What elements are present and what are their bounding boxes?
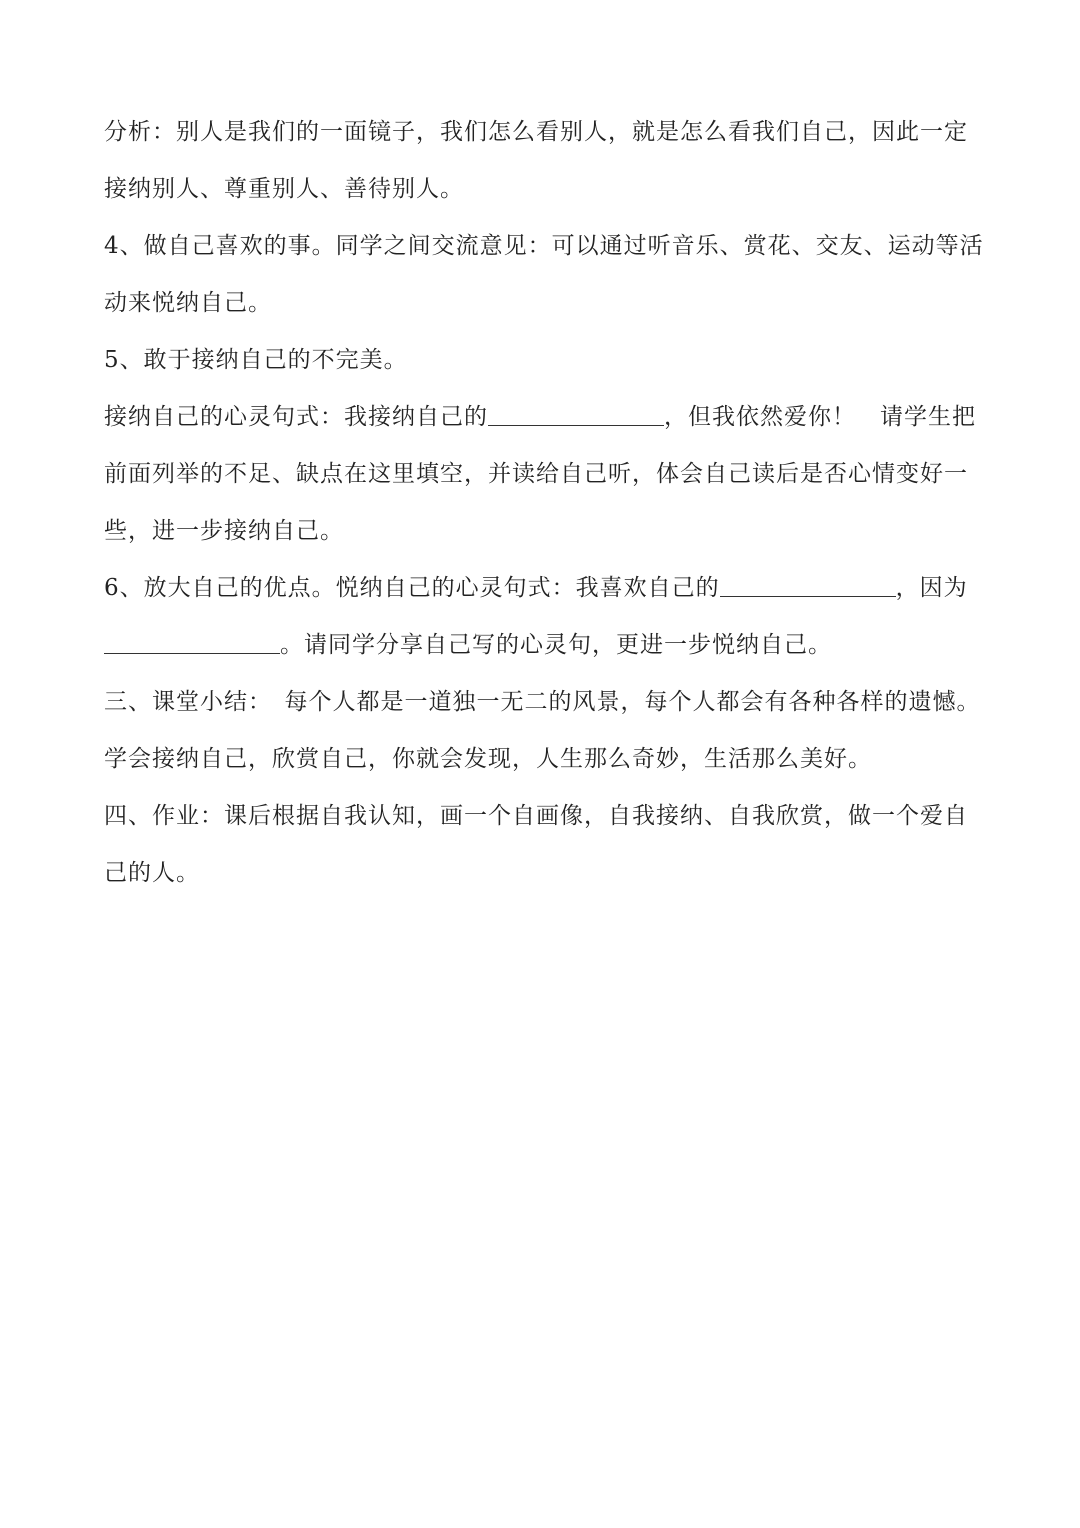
item-6-suffix: 。请同学分享自己写的心灵句，更进一步悦纳自己。 — [280, 632, 832, 658]
accept-sentence-paragraph — [104, 389, 984, 560]
fill-in-blank — [720, 574, 896, 597]
accept-sentence-suffix: ，但我依然爱你！ 请学生把前面列举的不足、缺点在这里填空，并读给自己听，体会自己读后是否心情变好一些，进一步接纳自己。 — [104, 404, 976, 544]
fill-in-blank — [488, 403, 664, 426]
analysis-paragraph: 分析：别人是我们的一面镜子，我们怎么看别人，就是怎么看我们自己，因此一定接纳别人、尊重别人、善待别人。 — [104, 119, 968, 202]
homework-paragraph: 四、作业：课后根据自我认知，画一个自画像，自我接纳、自我欣赏，做一个爱自己的人。 — [104, 803, 968, 886]
document-body — [104, 104, 984, 902]
fill-in-blank — [104, 631, 280, 654]
accept-sentence-prefix: 接纳自己的心灵句式：我接纳自己的 — [104, 404, 488, 430]
item-6-middle: ，因为 — [895, 575, 968, 601]
item-6-paragraph — [104, 560, 984, 674]
item-5-paragraph: 5、敢于接纳自己的不完美。 — [104, 347, 408, 373]
item-6-prefix: 6、放大自己的优点。悦纳自己的心灵句式：我喜欢自己的 — [104, 575, 720, 601]
summary-paragraph: 三、课堂小结： 每个人都是一道独一无二的风景，每个人都会有各种各样的遗憾。学会接纳自己，欣赏自己，你就会发现，人生那么奇妙，生活那么美好。 — [104, 689, 981, 772]
item-4-paragraph: 4、做自己喜欢的事。同学之间交流意见：可以通过听音乐、赏花、交友、运动等活动来悦纳自己。 — [104, 233, 984, 316]
